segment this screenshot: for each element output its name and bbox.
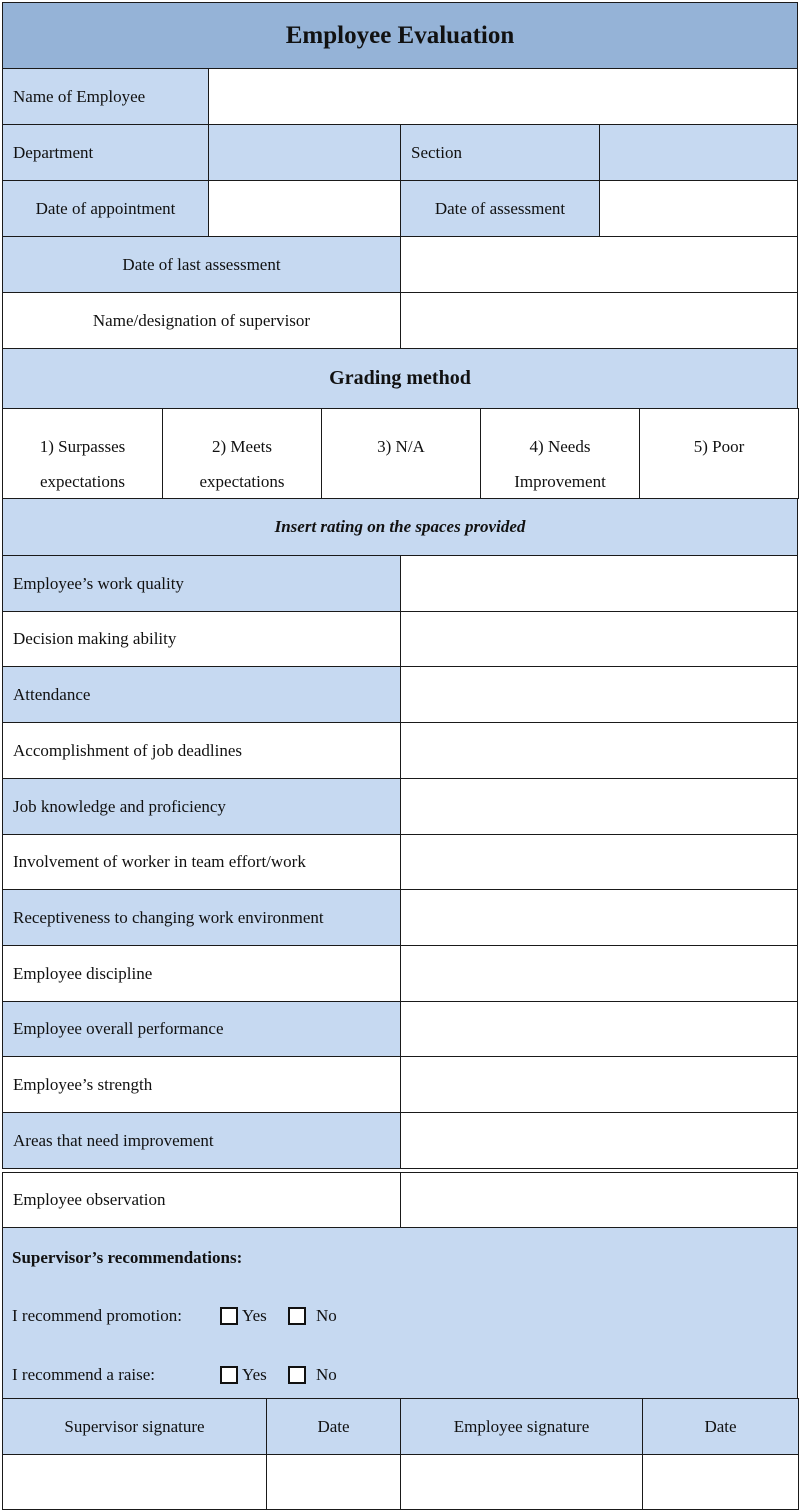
grading-method-heading: Grading method [2, 348, 798, 409]
supervisor-date-field[interactable] [266, 1454, 401, 1510]
supervisor-date-label: Date [266, 1398, 401, 1455]
section-label: Section [400, 124, 600, 181]
employee-signature-label: Employee signature [400, 1398, 643, 1455]
form-title: Employee Evaluation [2, 2, 798, 69]
criterion-label: Accomplishment of job deadlines [2, 722, 401, 779]
criterion-rating-field[interactable] [400, 1056, 798, 1113]
promotion-row [12, 1306, 337, 1326]
grading-option-3: 3) N/A [321, 408, 481, 499]
date-of-last-assessment-field[interactable] [400, 236, 798, 293]
department-field[interactable] [208, 124, 401, 181]
criterion-label: Involvement of worker in team effort/work [2, 834, 401, 890]
supervisor-label: Name/designation of supervisor [2, 292, 401, 349]
criterion-rating-field[interactable] [400, 1112, 798, 1169]
criterion-rating-field[interactable] [400, 611, 798, 667]
name-of-employee-label: Name of Employee [2, 68, 209, 125]
rating-instruction: Insert rating on the spaces provided [2, 498, 798, 556]
promotion-yes-checkbox[interactable] [220, 1307, 238, 1325]
grading-option-2: 2) Meets expectations [162, 408, 322, 499]
criterion-rating-field[interactable] [400, 889, 798, 946]
raise-yes-checkbox[interactable] [220, 1366, 238, 1384]
department-label: Department [2, 124, 209, 181]
employee-observation-field[interactable] [400, 1172, 798, 1228]
grading-option-4: 4) Needs Improvement [480, 408, 640, 499]
supervisor-field[interactable] [400, 292, 798, 349]
criterion-label: Areas that need improvement [2, 1112, 401, 1169]
promotion-no-checkbox[interactable] [288, 1307, 306, 1325]
recommendations-heading: Supervisor’s recommendations: [12, 1248, 243, 1267]
raise-no-label: No [316, 1365, 337, 1384]
employee-date-label: Date [642, 1398, 799, 1455]
date-of-last-assessment-label: Date of last assessment [2, 236, 401, 293]
grading-option-1: 1) Surpasses expectations [2, 408, 163, 499]
criterion-label: Employee’s strength [2, 1056, 401, 1113]
criterion-label: Employee overall performance [2, 1001, 401, 1057]
criterion-rating-field[interactable] [400, 945, 798, 1002]
raise-row [12, 1365, 337, 1385]
criterion-rating-field[interactable] [400, 1001, 798, 1057]
date-of-appointment-field[interactable] [208, 180, 401, 237]
criterion-rating-field[interactable] [400, 778, 798, 835]
supervisor-signature-label: Supervisor signature [2, 1398, 267, 1455]
criterion-label: Receptiveness to changing work environment [2, 889, 401, 946]
criterion-rating-field[interactable] [400, 722, 798, 779]
date-of-appointment-label: Date of appointment [2, 180, 209, 237]
raise-yes-label: Yes [242, 1365, 267, 1384]
criterion-label: Employee discipline [2, 945, 401, 1002]
employee-observation-label: Employee observation [2, 1172, 401, 1228]
raise-no-checkbox[interactable] [288, 1366, 306, 1384]
supervisor-signature-field[interactable] [2, 1454, 267, 1510]
promotion-label: I recommend promotion: [12, 1306, 182, 1325]
raise-label: I recommend a raise: [12, 1365, 156, 1384]
employee-signature-field[interactable] [400, 1454, 643, 1510]
grading-option-5: 5) Poor [639, 408, 799, 499]
criterion-label: Attendance [2, 666, 401, 723]
promotion-yes-label: Yes [242, 1306, 267, 1325]
criterion-label: Employee’s work quality [2, 555, 401, 612]
criterion-rating-field[interactable] [400, 555, 798, 612]
promotion-no-label: No [316, 1306, 337, 1325]
name-of-employee-field[interactable] [208, 68, 798, 125]
date-of-assessment-field[interactable] [599, 180, 798, 237]
criterion-rating-field[interactable] [400, 666, 798, 723]
section-field[interactable] [599, 124, 798, 181]
criterion-label: Job knowledge and proficiency [2, 778, 401, 835]
date-of-assessment-label: Date of assessment [400, 180, 600, 237]
employee-date-field[interactable] [642, 1454, 799, 1510]
criterion-label: Decision making ability [2, 611, 401, 667]
criterion-rating-field[interactable] [400, 834, 798, 890]
